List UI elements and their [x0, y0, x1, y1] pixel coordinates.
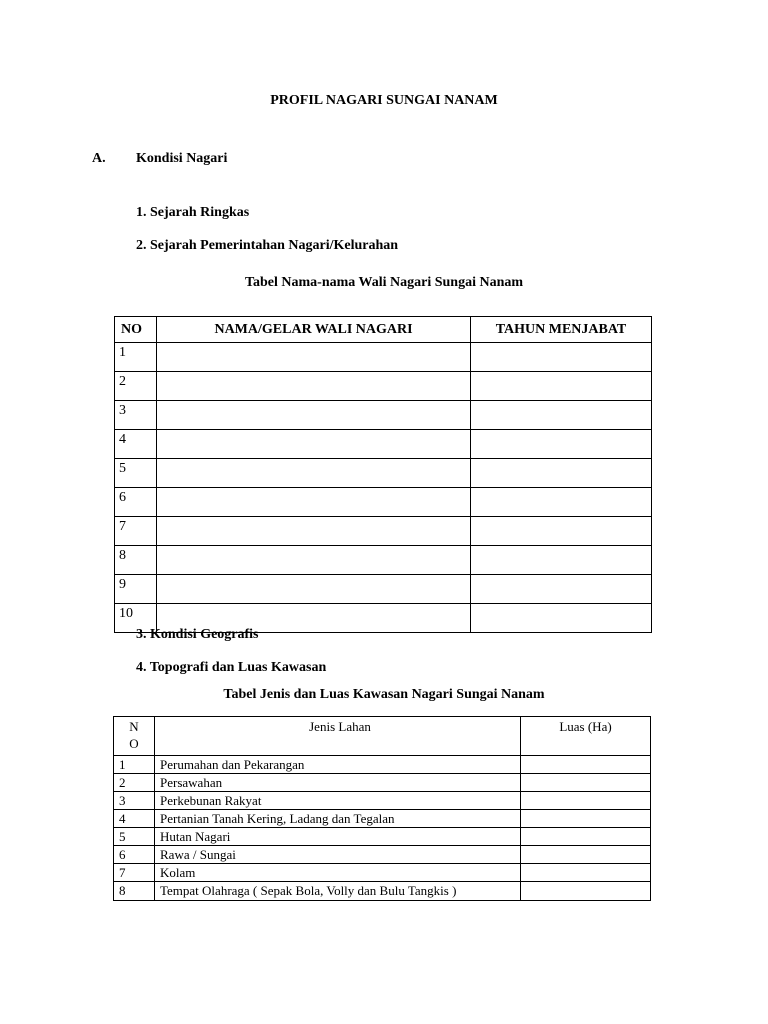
- page-title: PROFIL NAGARI SUNGAI NANAM: [270, 93, 498, 108]
- table-row: [115, 575, 652, 604]
- table-row: [115, 546, 652, 575]
- row-number: 1: [114, 756, 155, 774]
- tahun-cell: [471, 401, 652, 430]
- table-row: [115, 517, 652, 546]
- row-number: 5: [115, 459, 157, 488]
- nama-cell: [157, 372, 471, 401]
- row-number: 4: [115, 430, 157, 459]
- tahun-cell: [471, 488, 652, 517]
- wali-nagari-table: [114, 316, 652, 633]
- jenis-lahan-cell: Kolam: [155, 864, 521, 882]
- nama-cell: [157, 575, 471, 604]
- table-row: [115, 459, 652, 488]
- row-number: 8: [115, 546, 157, 575]
- luas-cell: [521, 774, 651, 792]
- item-sejarah-ringkas: 1. Sejarah Ringkas: [136, 205, 250, 220]
- row-number: 5: [114, 828, 155, 846]
- table-row: [115, 343, 652, 372]
- table-row: [114, 828, 651, 846]
- tahun-cell: [471, 546, 652, 575]
- table1-caption: Tabel Nama-nama Wali Nagari Sungai Nanam: [244, 275, 524, 290]
- row-number: 4: [114, 810, 155, 828]
- row-number: 10: [115, 604, 157, 633]
- section-title: Kondisi Nagari: [136, 151, 228, 166]
- table-row: [115, 488, 652, 517]
- table-row: [114, 756, 651, 774]
- row-number: 6: [114, 846, 155, 864]
- tahun-cell: [471, 372, 652, 401]
- luas-cell: [521, 864, 651, 882]
- jenis-lahan-cell: Perkebunan Rakyat: [155, 792, 521, 810]
- row-number: 6: [115, 488, 157, 517]
- row-number: 9: [115, 575, 157, 604]
- tahun-cell: [471, 604, 652, 633]
- row-number: 3: [115, 401, 157, 430]
- header-luas: Luas (Ha): [521, 717, 651, 756]
- jenis-lahan-cell: Perumahan dan Pekarangan: [155, 756, 521, 774]
- tahun-cell: [471, 575, 652, 604]
- tahun-cell: [471, 343, 652, 372]
- header-jenis-lahan: Jenis Lahan: [155, 717, 521, 756]
- row-number: 2: [115, 372, 157, 401]
- row-number: 3: [114, 792, 155, 810]
- luas-cell: [521, 828, 651, 846]
- jenis-lahan-cell: Hutan Nagari: [155, 828, 521, 846]
- table-row: [114, 810, 651, 828]
- tahun-cell: [471, 459, 652, 488]
- table-row: [115, 372, 652, 401]
- header-no: [114, 717, 155, 756]
- nama-cell: [157, 401, 471, 430]
- jenis-lahan-cell: Tempat Olahraga ( Sepak Bola, Volly dan Bulu Tangkis ): [155, 882, 521, 901]
- nama-cell: [157, 343, 471, 372]
- table-row: [114, 774, 651, 792]
- table-row: [115, 430, 652, 459]
- jenis-lahan-cell: Rawa / Sungai: [155, 846, 521, 864]
- row-number: 7: [114, 864, 155, 882]
- nama-cell: [157, 430, 471, 459]
- header-no: NO: [115, 317, 157, 343]
- table2-caption: Tabel Jenis dan Luas Kawasan Nagari Sungai Nanam: [223, 687, 545, 702]
- luas-cell: [521, 792, 651, 810]
- header-no-text: N O: [129, 719, 139, 751]
- header-tahun: TAHUN MENJABAT: [471, 317, 652, 343]
- jenis-lahan-cell: Persawahan: [155, 774, 521, 792]
- table-row: [114, 882, 651, 901]
- row-number: 7: [115, 517, 157, 546]
- nama-cell: [157, 546, 471, 575]
- table-header-row: [115, 317, 652, 343]
- table-header-row: [114, 717, 651, 756]
- row-number: 1: [115, 343, 157, 372]
- item-kondisi-geografis: 3. Kondisi Geografis: [136, 627, 259, 642]
- table-row: [114, 864, 651, 882]
- tahun-cell: [471, 430, 652, 459]
- item-topografi: 4. Topografi dan Luas Kawasan: [136, 660, 327, 675]
- nama-cell: [157, 488, 471, 517]
- luas-cell: [521, 810, 651, 828]
- luas-cell: [521, 882, 651, 901]
- luas-cell: [521, 756, 651, 774]
- nama-cell: [157, 459, 471, 488]
- nama-cell: [157, 517, 471, 546]
- row-number: 2: [114, 774, 155, 792]
- table-row: [114, 846, 651, 864]
- luas-kawasan-table: [113, 716, 651, 901]
- tahun-cell: [471, 517, 652, 546]
- header-nama: NAMA/GELAR WALI NAGARI: [157, 317, 471, 343]
- table-row: [115, 401, 652, 430]
- jenis-lahan-cell: Pertanian Tanah Kering, Ladang dan Tegalan: [155, 810, 521, 828]
- luas-cell: [521, 846, 651, 864]
- table-row: [114, 792, 651, 810]
- item-sejarah-pemerintahan: 2. Sejarah Pemerintahan Nagari/Kelurahan: [136, 238, 399, 253]
- row-number: 8: [114, 882, 155, 901]
- section-letter: A.: [92, 151, 106, 166]
